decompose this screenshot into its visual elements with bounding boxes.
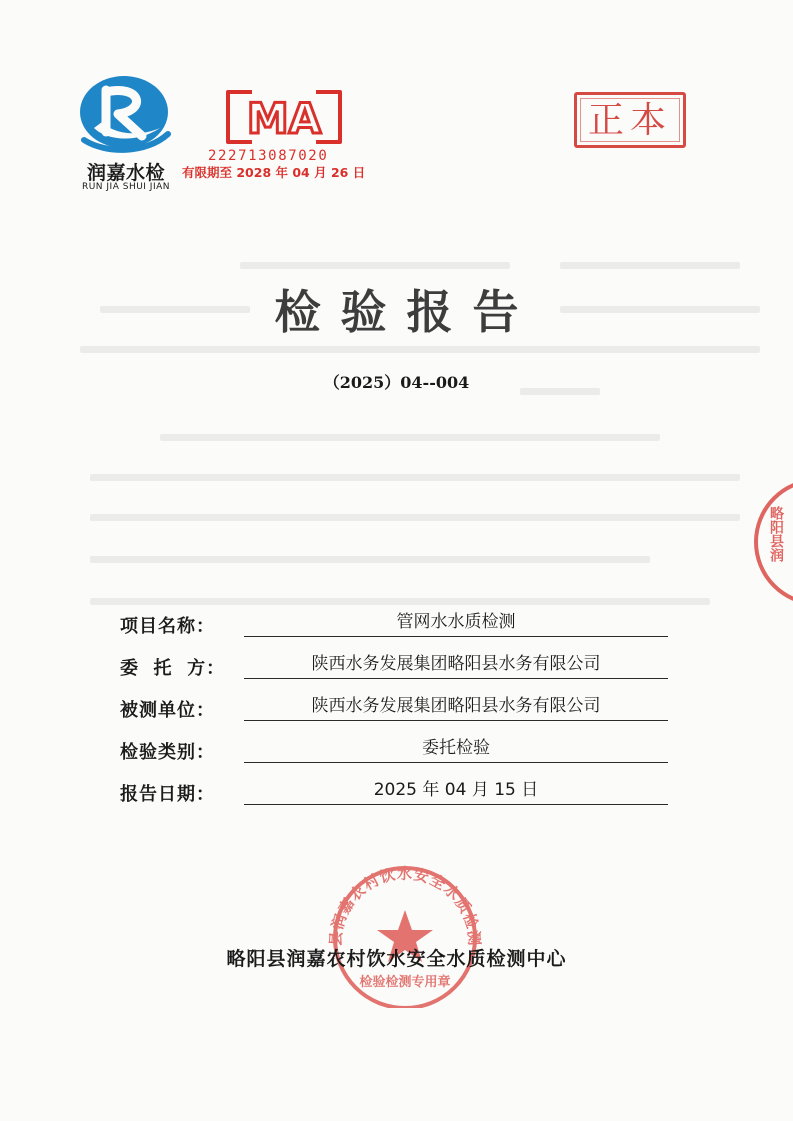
company-logo bbox=[66, 70, 186, 190]
info-row-tested-unit bbox=[120, 694, 680, 726]
cma-mark: MA bbox=[246, 94, 322, 143]
info-label: 被测单位： bbox=[120, 700, 215, 721]
seal-bottom-text: 检验检测专用章 bbox=[359, 975, 451, 990]
show-through-line bbox=[90, 474, 740, 481]
logo-name: 润嘉水检 bbox=[86, 162, 165, 184]
show-through-line bbox=[90, 598, 710, 605]
show-through-line bbox=[560, 262, 740, 269]
show-through-line bbox=[90, 556, 650, 563]
info-label: 检验类别： bbox=[120, 742, 215, 763]
logo-subtitle: RUN JIA SHUI JIAN bbox=[81, 182, 171, 192]
edge-seal-text: 略阳县润 bbox=[768, 506, 784, 562]
info-value: 陕西水务发展集团略阳县水务有限公司 bbox=[244, 652, 668, 679]
show-through-line bbox=[80, 346, 760, 353]
info-value: 管网水水质检测 bbox=[244, 610, 668, 637]
cma-validity: 有限期至 2028 年 04 月 26 日 bbox=[182, 165, 366, 180]
info-label: 项目名称： bbox=[120, 616, 215, 637]
show-through-line bbox=[160, 434, 660, 441]
official-seal bbox=[320, 858, 490, 1008]
document-title: 检验报告 bbox=[274, 285, 539, 339]
show-through-line bbox=[240, 262, 510, 269]
info-value: 2025 年 04 月 15 日 bbox=[244, 778, 668, 805]
info-value: 委托检验 bbox=[244, 736, 668, 763]
info-label: 报告日期： bbox=[120, 784, 215, 805]
original-copy-text: 正本 bbox=[587, 100, 672, 141]
water-drop-r-logo-icon bbox=[76, 70, 172, 154]
show-through-line bbox=[90, 514, 740, 521]
cma-stamp bbox=[222, 88, 346, 146]
info-label: 委 托 方： bbox=[120, 658, 226, 679]
report-number: （2025）04--004 bbox=[323, 373, 470, 392]
info-value: 陕西水务发展集团略阳县水务有限公司 bbox=[244, 694, 668, 721]
info-row-inspection-type bbox=[120, 736, 680, 768]
organization-name: 略阳县润嘉农村饮水安全水质检测中心 bbox=[226, 948, 567, 970]
cma-number: 222713087020 bbox=[208, 148, 329, 164]
info-row-report-date bbox=[120, 778, 680, 810]
seal-ring-text: 县润嘉农村饮水安全水质检测 bbox=[326, 864, 484, 947]
edge-seam-seal bbox=[748, 472, 793, 612]
info-row-project bbox=[120, 610, 680, 642]
info-row-client bbox=[120, 652, 680, 684]
original-copy-stamp bbox=[574, 92, 686, 148]
